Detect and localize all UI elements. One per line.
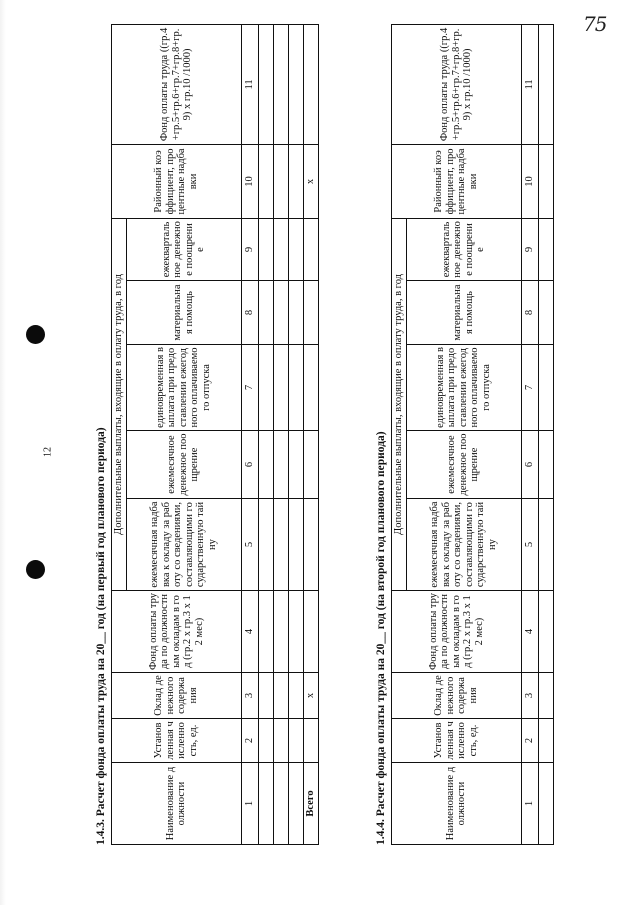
cell[interactable] (258, 345, 273, 431)
cell[interactable] (258, 591, 273, 673)
header-salary-fund: Фонд оплаты труда по должностным окладам в год (гр.2 х гр.3 х 12 мес) (112, 591, 242, 673)
cell[interactable] (538, 24, 553, 144)
column-number: 5 (521, 499, 538, 591)
cell[interactable] (303, 218, 318, 280)
header-vacation-payment: единовременная выплата при предоставлении ежегодного оплачиваемого отпуска (126, 345, 241, 431)
cell[interactable] (538, 499, 553, 591)
column-number: 2 (241, 719, 258, 763)
column-number: 7 (521, 345, 538, 431)
header-regional-coefficient: Районный коэффициент, процентные надбавки (112, 144, 242, 218)
header-salary: Оклад денежного содержания (392, 673, 522, 719)
cell[interactable] (258, 763, 273, 845)
header-secret-allowance: ежемесячная надбавка к окладу за работу со сведениями, составляющими государственную тайну (126, 499, 241, 591)
column-number: 9 (521, 218, 538, 280)
cell[interactable] (258, 24, 273, 144)
column-number: 11 (241, 24, 258, 144)
cell[interactable] (303, 499, 318, 591)
column-number: 8 (521, 281, 538, 345)
cell[interactable] (538, 591, 553, 673)
cell[interactable] (288, 673, 303, 719)
cell[interactable] (273, 499, 288, 591)
cell[interactable] (303, 431, 318, 499)
cell[interactable] (273, 719, 288, 763)
header-headcount: Установленная численность, ед. (392, 719, 522, 763)
table-row (288, 24, 303, 844)
cell[interactable] (258, 673, 273, 719)
cell[interactable] (273, 431, 288, 499)
cell[interactable] (538, 281, 553, 345)
handwritten-page-mark: 75 (583, 12, 607, 36)
header-material-aid: материальная помощь (126, 281, 241, 345)
header-position-name: Наименование должности (392, 763, 522, 845)
header-monthly-bonus: ежемесячное денежное поощрение (126, 431, 241, 499)
column-number: 1 (241, 763, 258, 845)
cell[interactable] (538, 673, 553, 719)
cell[interactable] (288, 763, 303, 845)
header-material-aid: материальная помощь (406, 281, 521, 345)
header-monthly-bonus: ежемесячное денежное поощрение (406, 431, 521, 499)
cell[interactable] (538, 218, 553, 280)
cell[interactable] (538, 719, 553, 763)
cell[interactable] (303, 591, 318, 673)
cell[interactable] (538, 763, 553, 845)
table-row (258, 24, 273, 844)
cell[interactable] (258, 719, 273, 763)
cell[interactable] (303, 719, 318, 763)
column-number: 11 (521, 24, 538, 144)
header-payroll-fund: Фонд оплаты труда ((гр.4+гр.5+гр.6+гр.7+гр.8+гр.9) х гр.10 /1000) (112, 24, 242, 144)
table-row (273, 24, 288, 844)
cell[interactable] (538, 144, 553, 218)
header-secret-allowance: ежемесячная надбавка к окладу за работу со сведениями, составляющими государственную тайну (406, 499, 521, 591)
cell[interactable] (273, 345, 288, 431)
table-block-1-4-4 (375, 25, 631, 845)
table-caption: 1.4.4. Расчет фонда оплаты труда на 20__ год (на второй год планового периода) (375, 431, 387, 845)
column-number: 9 (241, 218, 258, 280)
payroll-table-first-year (111, 24, 319, 845)
cell[interactable] (273, 24, 288, 144)
cell[interactable] (303, 24, 318, 144)
cell[interactable] (273, 591, 288, 673)
cell[interactable] (258, 218, 273, 280)
total-label: Всего (303, 763, 318, 845)
column-number: 3 (241, 673, 258, 719)
table-caption: 1.4.3. Расчет фонда оплаты труда на 20__ год (на первый год планового периода) (95, 427, 107, 845)
cell[interactable] (288, 591, 303, 673)
table-row (538, 24, 553, 844)
page-number: 12 (42, 447, 54, 457)
cell[interactable] (288, 719, 303, 763)
punch-hole-bottom (26, 560, 45, 579)
cell[interactable] (288, 281, 303, 345)
cell[interactable] (288, 144, 303, 218)
header-regional-coefficient: Районный коэффициент, процентные надбавки (392, 144, 522, 218)
column-number: 7 (241, 345, 258, 431)
punch-hole-top (26, 325, 45, 344)
cell[interactable] (288, 431, 303, 499)
cell[interactable] (288, 24, 303, 144)
cell[interactable] (288, 499, 303, 591)
cell[interactable] (258, 144, 273, 218)
column-number: 4 (241, 591, 258, 673)
column-number: 5 (241, 499, 258, 591)
cell[interactable] (273, 281, 288, 345)
header-additional-payments-group: Дополнительные выплаты, входящие в оплату труда, в год (392, 218, 407, 590)
cell[interactable] (303, 281, 318, 345)
cell[interactable] (538, 345, 553, 431)
cell[interactable] (273, 763, 288, 845)
column-number: 6 (521, 431, 538, 499)
column-number: 8 (241, 281, 258, 345)
total-x-mark: х (303, 673, 318, 719)
header-payroll-fund: Фонд оплаты труда ((гр.4+гр.5+гр.6+гр.7+гр.8+гр.9) х гр.10 /1000) (392, 24, 522, 144)
cell[interactable] (273, 218, 288, 280)
header-position-name: Наименование должности (112, 763, 242, 845)
header-vacation-payment: единовременная выплата при предоставлении ежегодного оплачиваемого отпуска (406, 345, 521, 431)
total-row (303, 24, 318, 844)
column-number: 2 (521, 719, 538, 763)
cell[interactable] (273, 144, 288, 218)
cell[interactable] (258, 281, 273, 345)
cell[interactable] (538, 431, 553, 499)
cell[interactable] (258, 431, 273, 499)
column-number: 4 (521, 591, 538, 673)
cell[interactable] (273, 673, 288, 719)
header-salary-fund: Фонд оплаты труда по должностным окладам в год (гр.2 х гр.3 х 12 мес) (392, 591, 522, 673)
column-number: 10 (521, 144, 538, 218)
column-number: 6 (241, 431, 258, 499)
column-number: 10 (241, 144, 258, 218)
header-headcount: Установленная численность, ед. (112, 719, 242, 763)
cell[interactable] (303, 345, 318, 431)
cell[interactable] (288, 218, 303, 280)
cell[interactable] (258, 499, 273, 591)
header-salary: Оклад денежного содержания (112, 673, 242, 719)
header-quarterly-bonus: ежеквартальное денежное поощрение (406, 218, 521, 280)
column-number: 3 (521, 673, 538, 719)
column-number: 1 (521, 763, 538, 845)
header-quarterly-bonus: ежеквартальное денежное поощрение (126, 218, 241, 280)
total-x-mark: х (303, 144, 318, 218)
cell[interactable] (288, 345, 303, 431)
header-additional-payments-group: Дополнительные выплаты, входящие в оплату труда, в год (112, 218, 127, 590)
payroll-table-second-year (391, 24, 554, 845)
